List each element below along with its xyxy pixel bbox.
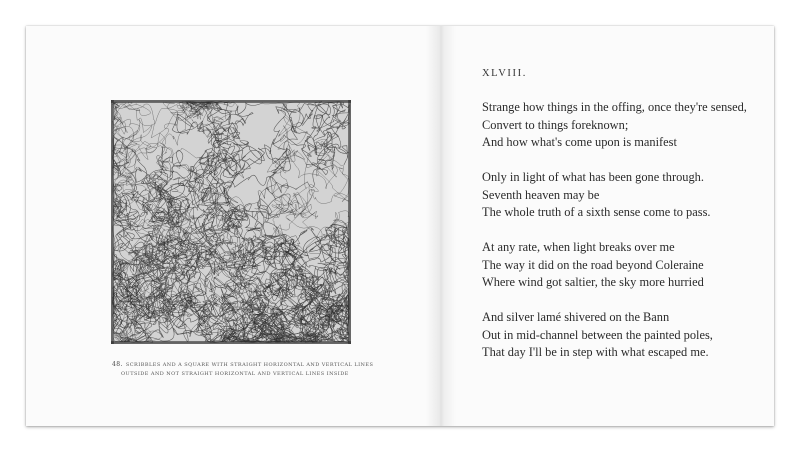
verse-line: Out in mid-channel between the painted poles, <box>482 327 713 342</box>
verse-line: Convert to things foreknown; <box>482 117 629 132</box>
poem-body <box>482 99 747 379</box>
scribble-drawing <box>111 100 351 344</box>
stanza-2 <box>482 169 747 222</box>
stanza-1 <box>482 99 747 152</box>
verse-line: At any rate, when light breaks over me <box>482 240 675 254</box>
scribble-square-artwork <box>111 100 351 344</box>
figure-number: 48. <box>112 361 123 368</box>
right-page <box>436 26 774 426</box>
figure-caption <box>112 360 392 379</box>
stanza-4 <box>482 309 747 362</box>
verse-line: Seventh heaven may be <box>482 187 600 202</box>
left-page <box>26 26 436 426</box>
poem-number: XLVIII. <box>482 68 527 79</box>
stanza-3 <box>482 239 747 292</box>
verse-line: Strange how things in the offing, once they're sensed, <box>482 100 747 114</box>
verse-line: The whole truth of a sixth sense come to pass. <box>482 205 711 219</box>
verse-line: And how what's come upon is manifest <box>482 135 677 149</box>
verse-line: That day I'll be in step with what escaped me. <box>482 345 709 359</box>
verse-line: The way it did on the road beyond Coleraine <box>482 257 704 272</box>
verse-line: And silver lamé shivered on the Bann <box>482 310 670 324</box>
book-spread <box>26 26 774 426</box>
verse-line: Where wind got saltier, the sky more hurried <box>482 275 704 289</box>
caption-line-2: OUTSIDE AND NOT STRAIGHT HORIZONTAL AND VERTICAL LINES INSIDE <box>121 371 349 377</box>
verse-line: Only in light of what has been gone through. <box>482 170 704 184</box>
caption-line-1: SCRIBBLES AND A SQUARE WITH STRAIGHT HORIZONTAL AND VERTICAL LINES <box>125 362 374 368</box>
